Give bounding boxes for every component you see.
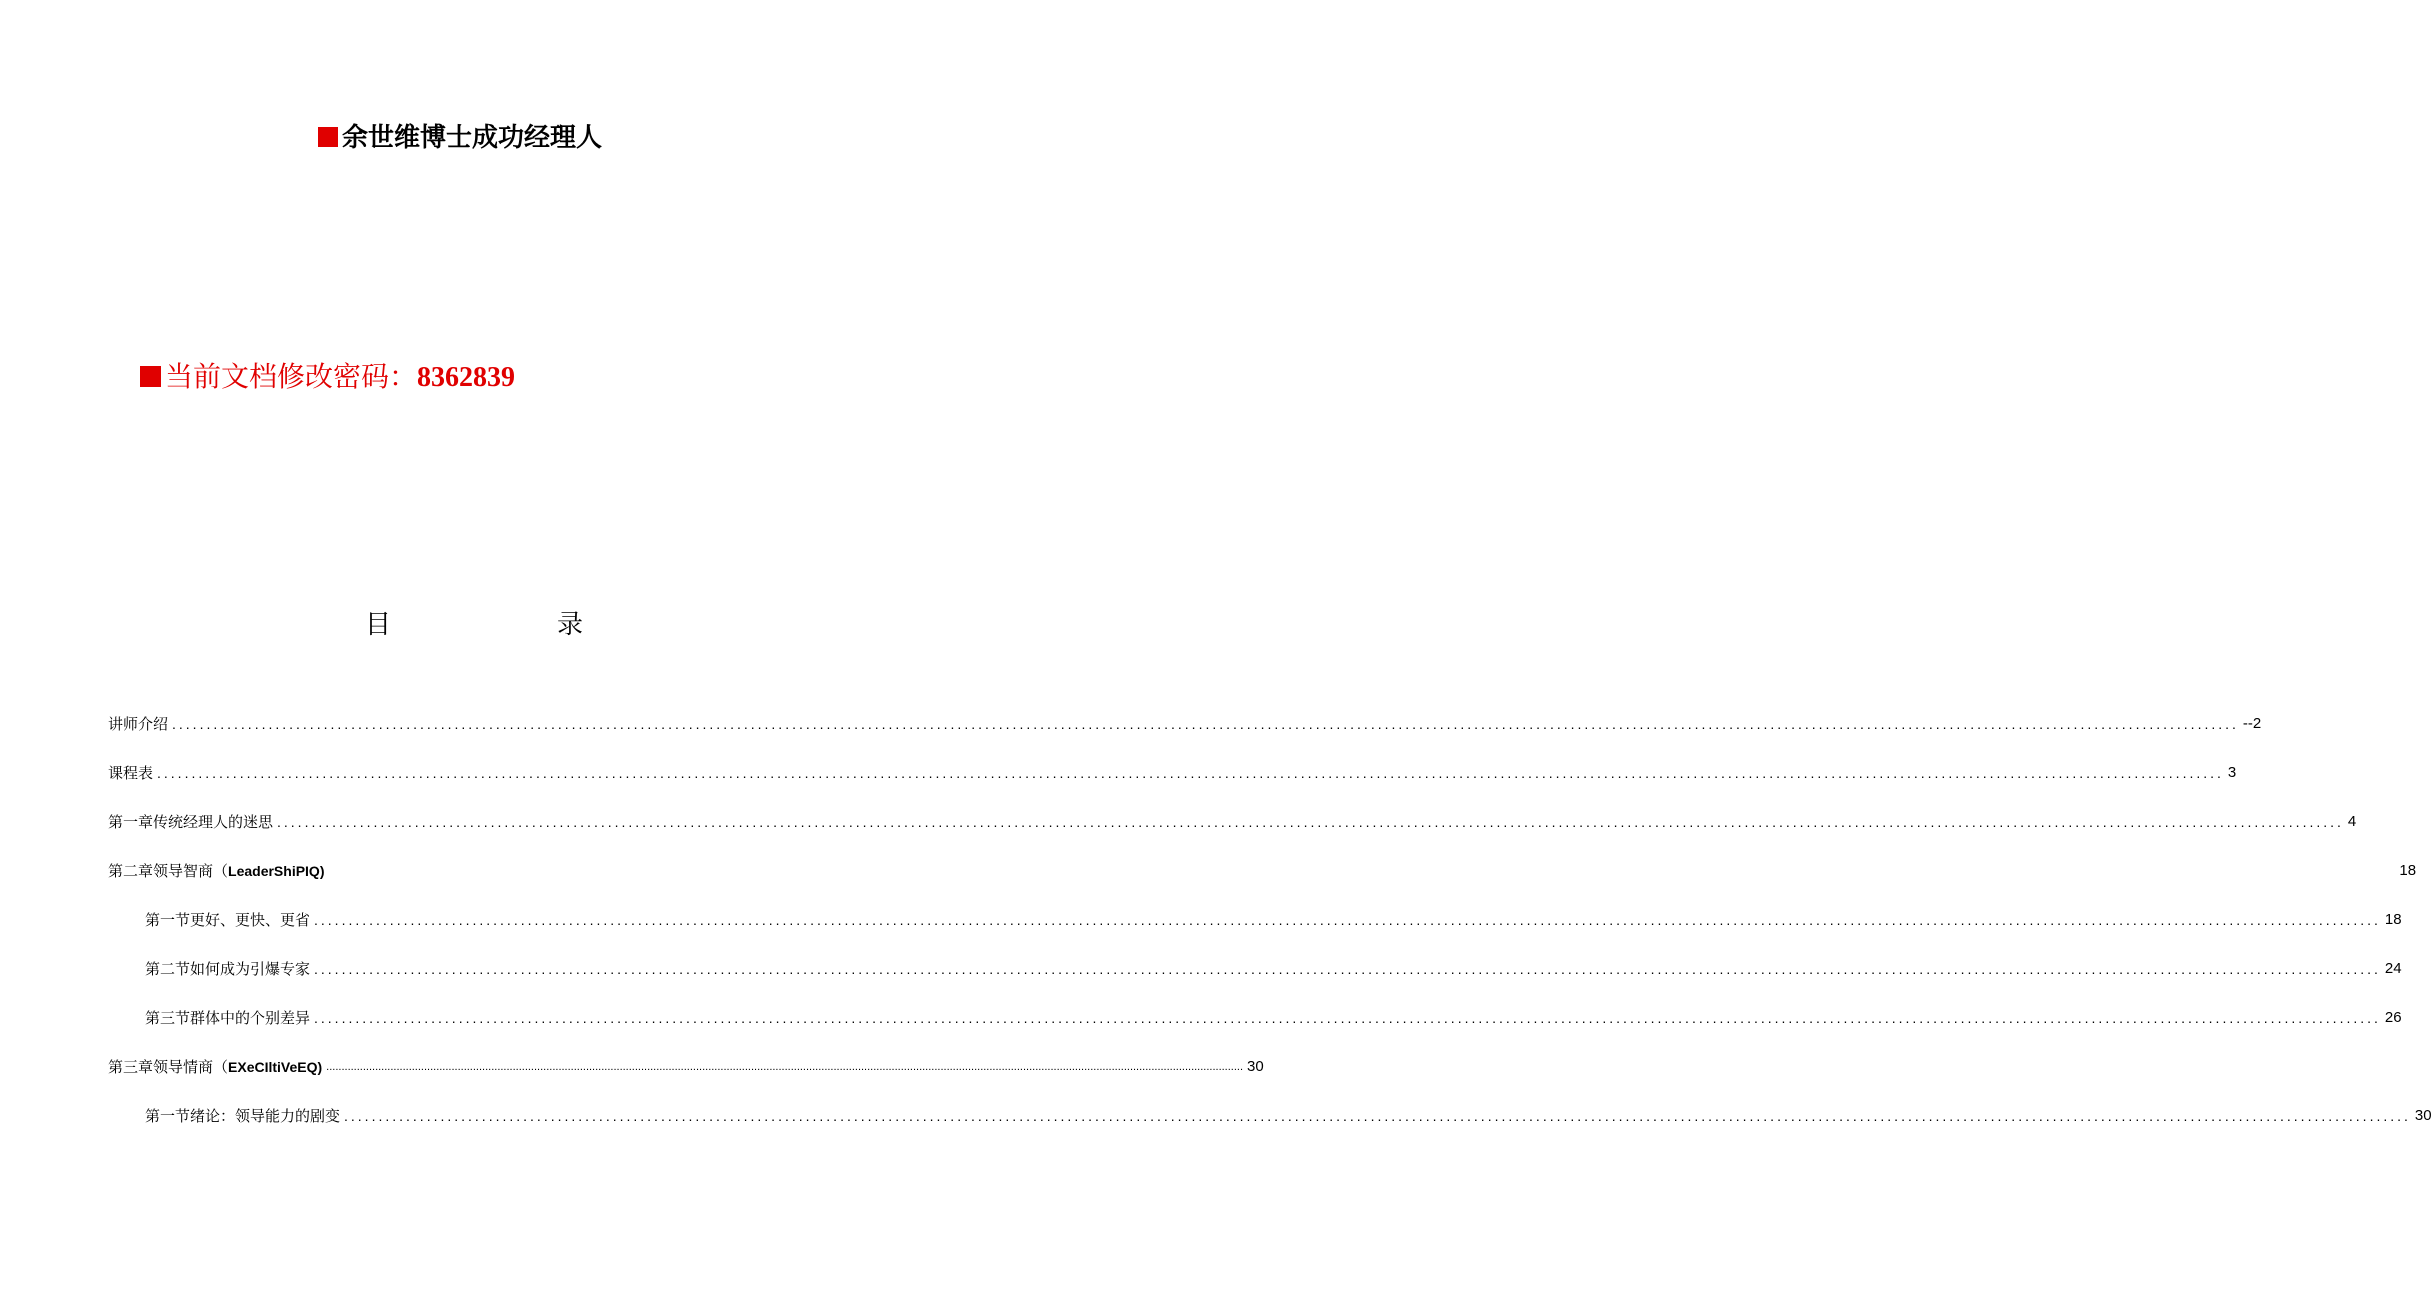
toc-entry-title: 第三章领导情商（	[108, 1058, 229, 1076]
toc-entry-title: 讲师介绍	[108, 715, 169, 733]
toc-entry-label	[108, 859, 324, 883]
toc-entry-title: 第一章传统经理人的迷思	[108, 813, 274, 831]
toc-entry-label	[108, 810, 273, 834]
toc-entry[interactable]	[108, 761, 2237, 785]
toc-entry[interactable]	[108, 810, 2357, 834]
toc-entry-label	[145, 1104, 340, 1128]
password-label: 当前文档修改密码：	[165, 360, 418, 393]
toc-dot-leader: ............................................................................................................................................................................................................................................................................................................	[172, 716, 2239, 732]
toc-entry-latin: LeaderShiPIQ)	[228, 863, 325, 879]
toc-entry-title: 第三节群体中的个别差异	[145, 1009, 311, 1027]
toc-dot-leader: ............................................................................................................................................................................................................................................................................................................	[314, 1010, 2381, 1026]
toc-entry-title: 第二章领导智商（	[108, 862, 229, 880]
red-square-bullet-icon	[318, 127, 338, 147]
toc-entry[interactable]	[108, 1055, 1264, 1079]
toc-dot-leader: ............................................................................................................................................................................................................................................................................................................	[314, 912, 2381, 928]
toc-entry-latin: EXeCIltiVeEQ)	[228, 1059, 323, 1075]
toc-entry-label	[108, 1055, 322, 1079]
toc-heading-left: 目	[365, 610, 392, 640]
toc-entry-title: 第一节更好、更快、更省	[145, 911, 311, 929]
toc-entry[interactable]	[145, 1104, 2432, 1128]
toc-entry-title: 第二节如何成为引爆专家	[145, 960, 311, 978]
toc-entry[interactable]	[108, 859, 2417, 883]
toc-entry[interactable]	[145, 957, 2402, 981]
toc-entry-title: 课程表	[108, 764, 154, 782]
toc-page-number: 26	[2384, 1009, 2402, 1026]
toc-dot-leader: ............................................................................................................................................................................................................................................................................................................	[277, 814, 2344, 830]
toc-entry-label	[145, 1006, 310, 1030]
toc-page-number: 4	[2347, 813, 2357, 830]
toc-entry[interactable]	[145, 908, 2402, 932]
toc-page-number: 18	[2384, 911, 2402, 928]
toc-page-number: 30	[2414, 1107, 2432, 1124]
toc-heading-right: 录	[557, 610, 584, 640]
toc-page-number: 3	[2227, 764, 2237, 781]
toc-entry-title: 第一节绪论：领导能力的剧变	[145, 1107, 341, 1125]
toc-dot-leader: ............................................................................................................................................................................................................................................................................................................	[314, 961, 2381, 977]
toc-entry-label	[145, 957, 310, 981]
toc-entry-label	[108, 761, 153, 785]
toc-entry-label	[108, 712, 168, 736]
toc-dot-leader: ............................................................................................................................................................................................................................................................................................................	[326, 1061, 1244, 1073]
document-title-text: 余世维博士成功经理人	[341, 123, 602, 153]
document-title	[0, 121, 920, 155]
password-code: 8362839	[417, 362, 516, 393]
red-square-bullet-icon	[140, 366, 161, 387]
toc-dot-leader: ............................................................................................................................................................................................................................................................................................................	[157, 765, 2224, 781]
toc-page-number: 30	[1247, 1058, 1264, 1075]
toc-page-number: 18	[2399, 862, 2417, 879]
toc-entry[interactable]	[145, 1006, 2402, 1030]
toc-entry[interactable]	[108, 712, 2262, 736]
toc-page-number: --2	[2242, 715, 2262, 732]
toc-dot-leader: ............................................................................................................................................................................................................................................................................................................	[344, 1108, 2411, 1124]
toc-page-number: 24	[2384, 960, 2402, 977]
toc-entry-label	[145, 908, 310, 932]
password-notice	[140, 358, 515, 397]
